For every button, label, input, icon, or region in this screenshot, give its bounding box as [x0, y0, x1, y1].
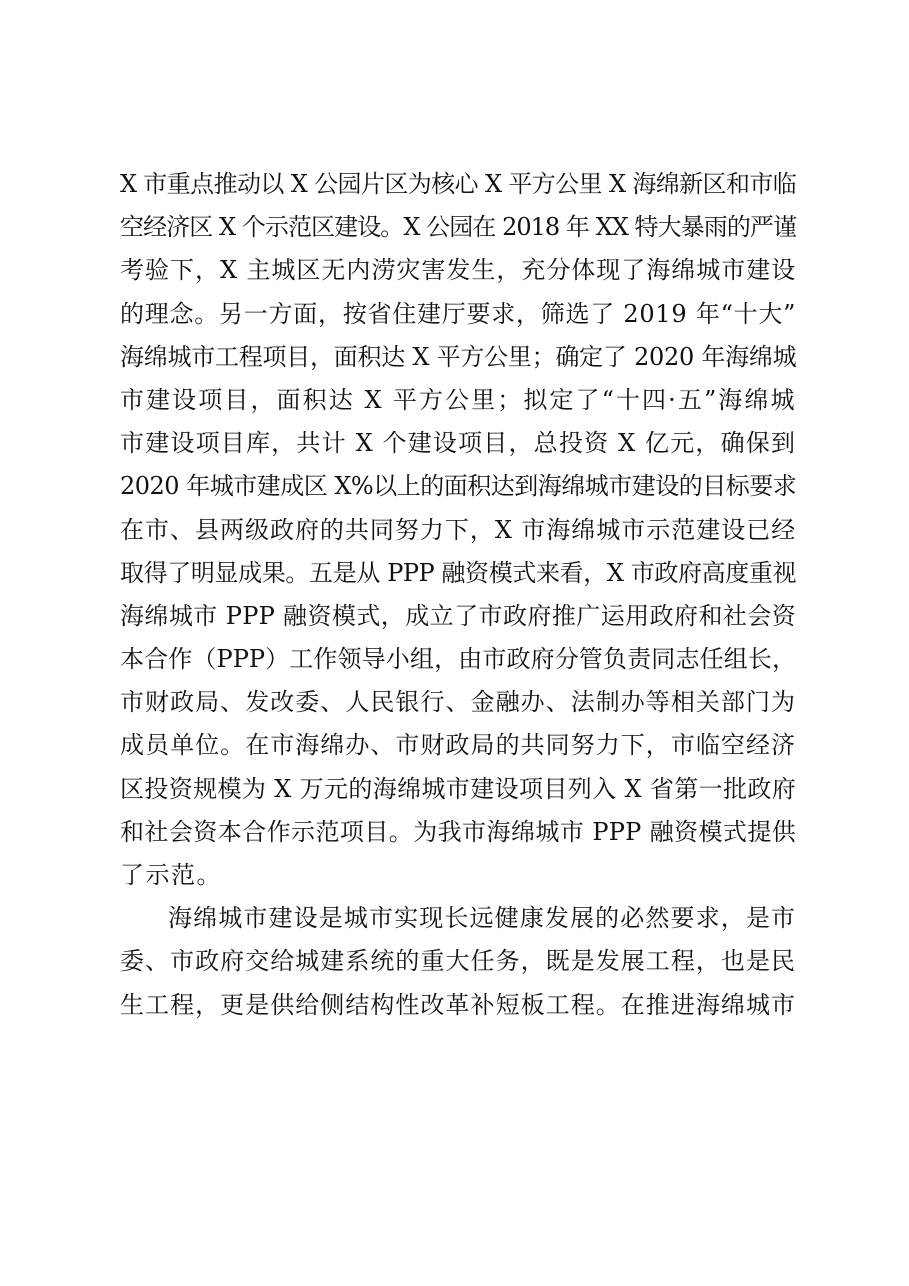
paragraph-2-line-2: 委、市政府交给城建系统的重大任务，既是发展工程，也是民 — [120, 947, 796, 976]
paragraph-1-line-15: 区投资规模为 X 万元的海绵城市建设项目列入 X 省第一批政府 — [120, 774, 796, 803]
document-body — [120, 163, 796, 1027]
paragraph-2-line-3: 生工程，更是供给侧结构性改革补短板工程。在推进海绵城市 — [120, 990, 796, 1019]
paragraph-1-line-10: 取得了明显成果。五是从 PPP 融资模式来看，X 市政府高度重视 — [120, 558, 796, 587]
paragraph-1-line-5: 海绵城市工程项目，面积达 X 平方公里；确定了 2020 年海绵城 — [120, 342, 797, 371]
paragraph-1-line-7: 市建设项目库，共计 X 个建设项目，总投资 X 亿元，确保到 — [120, 429, 796, 458]
paragraph-1-line-13: 市财政局、发改委、人民银行、金融办、法制办等相关部门为 — [120, 688, 796, 717]
paragraph-1-line-2: 空经济区 X 个示范区建设。X 公园在 2018 年 XX 特大暴雨的严谨 — [120, 213, 796, 242]
paragraph-1-line-16: 和社会资本合作示范项目。为我市海绵城市 PPP 融资模式提供 — [120, 817, 796, 846]
paragraph-1-line-8: 2020 年城市建成区 X%以上的面积达到海绵城市建设的目标要求 — [120, 472, 797, 501]
paragraph-1-line-17: 了示范。 — [120, 861, 222, 889]
paragraph-1-line-11: 海绵城市 PPP 融资模式，成立了市政府推广运用政府和社会资 — [120, 601, 796, 630]
paragraph-1-line-3: 考验下，X 主城区无内涝灾害发生，充分体现了海绵城市建设 — [120, 256, 796, 285]
paragraph-1-line-14: 成员单位。在市海绵办、市财政局的共同努力下，市临空经济 — [120, 731, 796, 760]
paragraph-2-line-1: 海绵城市建设是城市实现长远健康发展的必然要求，是市 — [168, 904, 796, 933]
paragraph-1-line-1: X 市重点推动以 X 公园片区为核心 X 平方公里 X 海绵新区和市临 — [120, 170, 796, 198]
paragraph-1-line-6: 市建设项目，面积达 X 平方公里；拟定了“十四·五”海绵城 — [120, 385, 796, 414]
paragraph-1-line-9: 在市、县两级政府的共同努力下，X 市海绵城市示范建设已经 — [120, 515, 796, 544]
paragraph-1-line-4: 的理念。另一方面，按省住建厅要求，筛选了 2019 年“十大” — [120, 299, 797, 328]
paragraph-1-line-12: 本合作（PPP）工作领导小组，由市政府分管负责同志任组长， — [120, 645, 796, 674]
